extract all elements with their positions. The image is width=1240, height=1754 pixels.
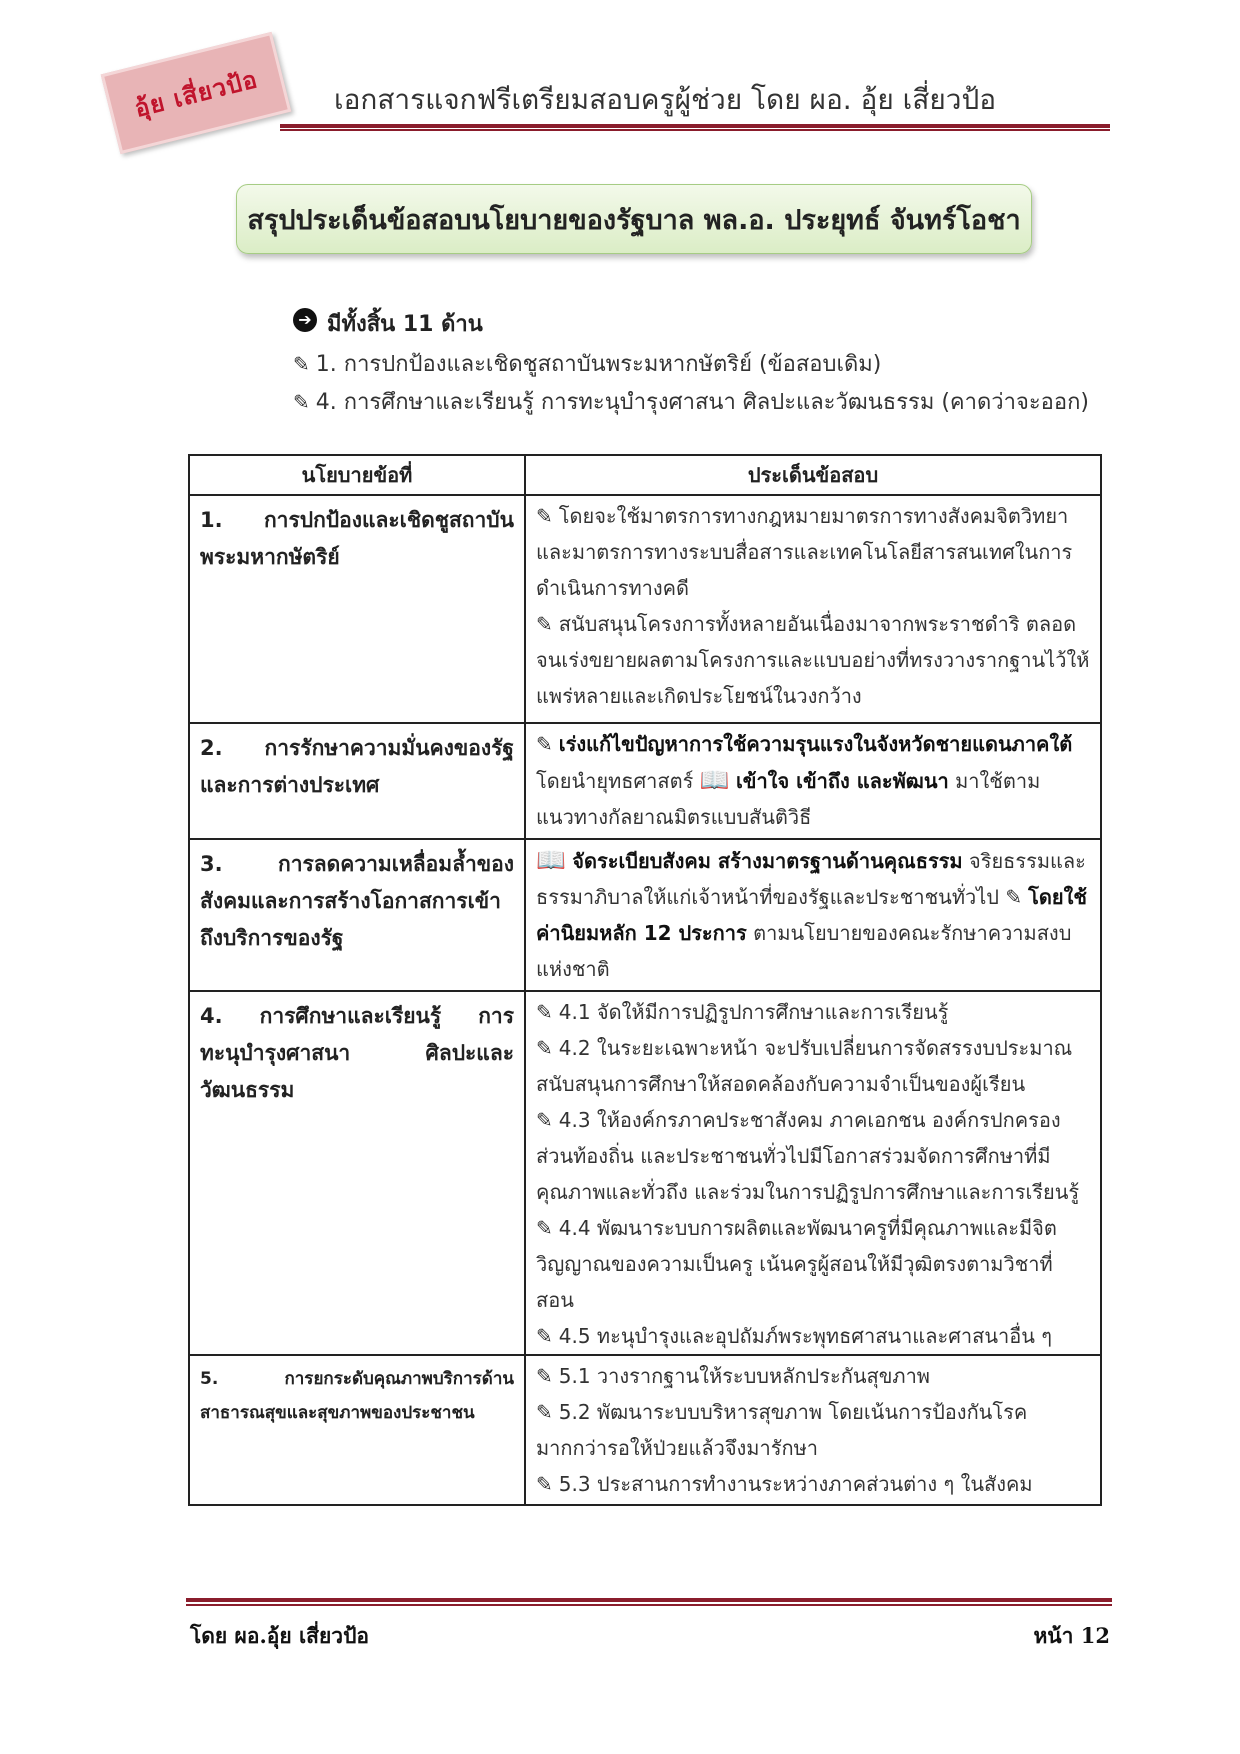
issues-cell	[525, 839, 1101, 991]
issue-text: 4.5 ทะนุบำรุงและอุปถัมภ์พระพุทธศาสนาและศาสนาอื่น ๆ	[558, 1324, 1053, 1348]
policy-table	[188, 454, 1102, 1506]
issues-cell	[525, 991, 1101, 1355]
issue-item	[536, 994, 1090, 1030]
issue-text: 4.2 ในระยะเฉพาะหน้า จะปรับเปลี่ยนการจัดสรรงบประมาณสนับสนุนการศึกษาให้สอดคล้องกับความจำเป็นของผู้เรียน	[536, 1036, 1073, 1096]
issue-item	[536, 1394, 1090, 1466]
header-title: เอกสารแจกฟรีเตรียมสอบครูผู้ช่วย โดย ผอ. อุ้ย เสี่ยวป้อ	[334, 83, 997, 116]
issue-bold: เร่งแก้ไขปัญหาการใช้ความรุนแรงในจังหวัดชายแดนภาคใต้	[558, 732, 1073, 756]
issue-text: สนับสนุนโครงการทั้งหลายอันเนื่องมาจากพระราชดำริ ตลอดจนเร่งขยายผลตามโครงการและแบบอย่างที่ทรงวางรากฐานไว้ให้แพร่หลายและเกิดประโยชน์ในวงกว้าง	[536, 612, 1090, 708]
issue-text: จริยธรรมและธรรมาภิบาลให้แก่เจ้าหน้าที่ของรัฐและประชาชนทั่วไป	[536, 849, 1086, 909]
pen-icon: ✎	[536, 1324, 553, 1348]
main-title-box	[236, 184, 1032, 254]
stamp-text: อุ้ย เสี่ยวป้อ	[131, 63, 261, 123]
pen-icon: ✎	[536, 612, 553, 636]
pen-icon: ✎	[536, 1400, 553, 1424]
footer-author: โดย ผอ.อุ้ย เสี่ยวป้อ	[190, 1623, 370, 1648]
main-title: สรุปประเด็นข้อสอบนโยบายของรัฐบาล พล.อ. ประยุทธ์ จันทร์โอชา	[247, 204, 1021, 236]
issue-item	[536, 498, 1090, 606]
pen-icon: ✎	[293, 390, 310, 414]
issue-text: 4.4 พัฒนาระบบการผลิตและพัฒนาครูที่มีคุณภาพและมีจิตวิญญาณของความเป็นครู เน้นครูผู้สอนให้มีวุฒิตรงตามวิชาที่สอน	[536, 1216, 1057, 1312]
policy-cell: 2. การรักษาความมั่นคงของรัฐและการต่างประเทศ	[189, 723, 525, 839]
arrow-right-icon: ➔	[293, 308, 317, 332]
issue-item	[536, 606, 1090, 714]
column-header-issues: ประเด็นข้อสอบ	[525, 455, 1101, 495]
book-icon: 📖	[699, 766, 730, 794]
issue-item	[536, 842, 1090, 987]
column-header-policy: นโยบายข้อที่	[189, 455, 525, 495]
pen-icon: ✎	[536, 1216, 553, 1240]
policy-cell: 4. การศึกษาและเรียนรู้ การทะนุบำรุงศาสนา ศิลปะและวัฒนธรรม	[189, 991, 525, 1355]
issue-item	[536, 1358, 1090, 1394]
issues-cell	[525, 495, 1101, 723]
summary-item	[293, 346, 881, 381]
summary-item-text: 1. การปกป้องและเชิดชูสถาบันพระมหากษัตริย์ (ข้อสอบเดิม)	[315, 352, 882, 377]
issue-text: 5.2 พัฒนาระบบบริหารสุขภาพ โดยเน้นการป้องกันโรคมากกว่ารอให้ป่วยแล้วจึงมารักษา	[536, 1400, 1028, 1460]
issue-text: โดยจะใช้มาตรการทางกฎหมายมาตรการทางสังคมจิตวิทยาและมาตรการทางระบบสื่อสารและเทคโนโลยีสารสนเทศในการดำเนินการทางคดี	[536, 504, 1073, 600]
issues-cell	[525, 1355, 1101, 1505]
issue-text: 5.1 วางรากฐานให้ระบบหลักประกันสุขภาพ	[558, 1364, 930, 1388]
issues-cell	[525, 723, 1101, 839]
issue-item	[536, 1210, 1090, 1318]
table-row	[189, 839, 1101, 991]
table-header-row	[189, 455, 1101, 495]
policy-cell: 1. การปกป้องและเชิดชูสถาบันพระมหากษัตริย์	[189, 495, 525, 723]
pen-icon: ✎	[536, 1108, 553, 1132]
table-row	[189, 495, 1101, 723]
policy-cell: 5. การยกระดับคุณภาพบริการด้านสาธารณสุขและสุขภาพของประชาชน	[189, 1355, 525, 1505]
pen-icon: ✎	[1005, 885, 1023, 909]
issue-item	[536, 1466, 1090, 1502]
table-row	[189, 723, 1101, 839]
issue-text: ตามนโยบายของคณะรักษาความสงบแห่งชาติ	[536, 921, 1072, 981]
page-number: หน้า 12	[1033, 1623, 1110, 1648]
pen-icon: ✎	[536, 504, 553, 528]
pen-icon: ✎	[536, 1036, 553, 1060]
issue-item	[536, 1102, 1090, 1210]
issue-text: มาใช้ตามแนวทางกัลยาณมิตรแบบสันติวิธี	[536, 769, 1041, 829]
logo-stamp	[101, 32, 292, 154]
issue-text: 4.3 ให้องค์กรภาคประชาสังคม ภาคเอกชน องค์กรปกครองส่วนท้องถิ่น และประชาชนทั่วไปมีโอกาสร่วมจัดการศึกษาที่มีคุณภาพและทั่วถึง และร่วมในการปฏิรูปการศึกษาและการเรียนรู้	[536, 1108, 1080, 1204]
issue-item	[536, 726, 1090, 835]
issue-bold: เข้าใจ เข้าถึง และพัฒนา	[735, 769, 949, 793]
book-icon: 📖	[536, 846, 566, 874]
summary-item-text: 4. การศึกษาและเรียนรู้ การทะนุบำรุงศาสนา ศิลปะและวัฒนธรรม (คาดว่าจะออก)	[315, 390, 1089, 415]
pen-icon: ✎	[293, 352, 310, 376]
issue-text: 5.3 ประสานการทำงานระหว่างภาคส่วนต่าง ๆ ในสังคม	[558, 1472, 1033, 1496]
pen-icon: ✎	[536, 1364, 553, 1388]
issue-bold: โดยใช้ค่านิยมหลัก 12 ประการ	[536, 885, 1087, 945]
summary-label: มีทั้งสิ้น 11 ด้าน	[327, 312, 483, 337]
footer-rule	[186, 1598, 1112, 1602]
issue-text: 4.1 จัดให้มีการปฏิรูปการศึกษาและการเรียนรู้	[558, 1000, 949, 1024]
issue-text: โดยนำยุทธศาสตร์	[536, 769, 700, 793]
issue-item	[536, 1318, 1090, 1354]
footer-rule-thin	[186, 1604, 1112, 1606]
issue-bold: จัดระเบียบสังคม สร้างมาตรฐานด้านคุณธรรม	[572, 849, 963, 873]
table-row	[189, 991, 1101, 1355]
pen-icon: ✎	[536, 732, 553, 756]
header-rule-thin	[280, 129, 1110, 131]
policy-cell: 3. การลดความเหลื่อมล้ำของสังคมและการสร้างโอกาสการเข้าถึงบริการของรัฐ	[189, 839, 525, 991]
pen-icon: ✎	[536, 1472, 553, 1496]
header-rule	[280, 124, 1110, 128]
summary-item	[293, 384, 1089, 419]
pen-icon: ✎	[536, 1000, 553, 1024]
table-row	[189, 1355, 1101, 1505]
issue-item	[536, 1030, 1090, 1102]
